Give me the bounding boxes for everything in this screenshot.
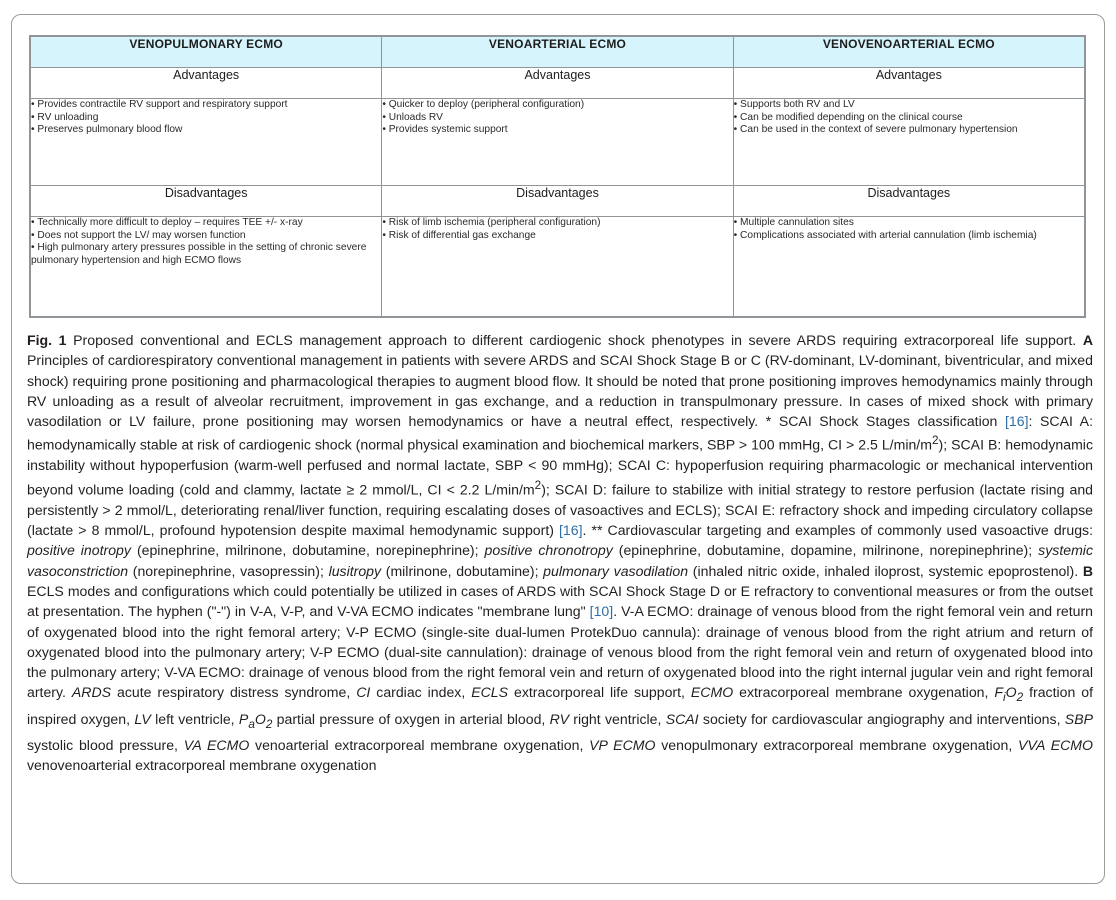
disadvantages-heading-row — [31, 186, 1085, 217]
list-item: • RV unloading — [31, 111, 99, 123]
caption-text: systolic blood pressure, — [27, 736, 184, 753]
caption-text: fraction of inspired oxygen, — [27, 684, 1094, 727]
caption-text: (norepinephrine, vasopressin); — [128, 562, 329, 579]
panel-label-b: B — [1082, 562, 1093, 579]
list-item: • Can be used in the context of severe pulmonary hypertension — [733, 124, 1018, 136]
caption-text: acute respiratory distress syndrome, — [111, 684, 357, 701]
advantages-list-venovenoarterial — [733, 99, 1084, 186]
citation-link[interactable]: [10] — [589, 603, 614, 620]
abbreviation: CI — [356, 684, 371, 701]
caption-text: Principles of cardiorespiratory conventional management in patients with severe ARDS and SCAI Shock Stage B or C (RV-dominant, LV-dominant, biventricular, and mixed shock) requiring prone positioning and pharmacological therapies to augment blood flow. It should be noted that prone positioning improves hemodynamics mainly through RV unloading as a result of alveolar recruitment, improvement in gas exchange, and a reduction in transpulmonary pressure. In cases of mixed shock with primary vasodilation or LV failure, prone positioning may worsen hemodynamics or have a neutral effect, respectively. * SCAI Shock Stages classification — [27, 352, 1093, 430]
disadvantages-list-venoarterial — [382, 217, 733, 317]
abbreviation: VP ECMO — [589, 736, 656, 753]
abbreviation: VVA ECMO — [1018, 736, 1093, 753]
abbreviation: LV — [134, 710, 151, 727]
advantages-row — [31, 99, 1085, 186]
term: positive inotropy — [27, 542, 131, 559]
panel-label-a: A — [1082, 332, 1093, 348]
caption-text: venoarterial extracorporeal membrane oxygenation, — [249, 736, 590, 753]
disadvantages-heading: Disadvantages — [382, 186, 733, 217]
subscript: 2 — [1016, 691, 1024, 705]
caption-text: : SCAI A: hemodynamically stable at risk of cardiogenic shock (normal physical examination and biochemical markers, SBP > 100 mmHg, CI > 2.5 L/min/m — [27, 413, 1093, 454]
term: positive chronotropy — [484, 542, 613, 559]
superscript: 2 — [534, 478, 542, 492]
abbreviation: SCAI — [665, 710, 699, 727]
caption-text: (inhaled nitric oxide, inhaled iloprost, systemic epoprostenol). — [688, 562, 1083, 579]
caption-text: cardiac index, — [370, 684, 472, 701]
caption-text: (epinephrine, milrinone, dobutamine, norepinephrine); — [130, 542, 485, 559]
caption-text: right ventricle, — [568, 710, 666, 727]
disadvantages-heading: Disadvantages — [733, 186, 1084, 217]
symbol: O — [1005, 684, 1017, 701]
column-header-venopulmonary: VENOPULMONARY ECMO — [31, 37, 382, 68]
figure-label: Fig. 1 — [27, 332, 67, 348]
caption-text: extracorporeal membrane oxygenation, — [733, 684, 995, 701]
list-item: • Can be modified depending on the clinical course — [733, 111, 963, 123]
subscript: i — [1002, 691, 1006, 705]
advantages-heading: Advantages — [382, 68, 733, 99]
caption-text: Proposed conventional and ECLS management approach to different cardiogenic shock phenotypes in severe ARDS requiring extracorporeal life support. — [66, 332, 1083, 348]
list-item: • High pulmonary artery pressures possible in the setting of chronic severe pulmonary hypertension and high ECMO flows — [31, 242, 367, 266]
list-item: • Unloads RV — [382, 111, 443, 123]
superscript: 2 — [931, 434, 939, 448]
citation-link[interactable]: [16] — [1004, 413, 1029, 430]
list-item: • Does not support the LV/ may worsen function — [31, 229, 246, 241]
column-header-venoarterial: VENOARTERIAL ECMO — [382, 37, 733, 68]
figure-caption — [27, 330, 1093, 775]
subscript: a — [248, 717, 255, 731]
ecmo-comparison-table — [30, 36, 1085, 317]
abbreviation: ECLS — [471, 684, 509, 701]
caption-text: society for cardiovascular angiography and interventions, — [698, 710, 1065, 727]
caption-text: (milrinone, dobutamine); — [381, 562, 544, 579]
list-item: • Supports both RV and LV — [733, 99, 855, 111]
advantages-list-venopulmonary — [31, 99, 382, 186]
list-item: • Technically more difficult to deploy – requires TEE +/- x-ray — [31, 217, 303, 229]
list-item: • Risk of limb ischemia (peripheral configuration) — [382, 217, 601, 229]
caption-text: ); SCAI D: failure to stabilize with initial strategy to restore perfusion (lactate rising and persistently > 2 mmol/L, deteriorating renal/liver function, requiring escalating doses of vasoactives and ECLS); SCAI E: refractory shock and impeding circulatory collapse (lactate > 8 mmol/L, profound hypotension despite maximal hemodynamic support) — [27, 481, 1094, 539]
abbreviation-pao2 — [238, 710, 273, 731]
list-item: • Provides systemic support — [382, 124, 508, 136]
citation-link[interactable]: [16] — [559, 522, 583, 539]
symbol: F — [994, 684, 1003, 701]
term: systemic vasoconstriction — [27, 542, 1093, 579]
caption-text: venopulmonary extracorporeal membrane oxygenation, — [655, 736, 1019, 753]
disadvantages-list-venovenoarterial — [733, 217, 1084, 317]
caption-text: left ventricle, — [150, 710, 239, 727]
table-header-row — [31, 37, 1085, 68]
list-item: • Risk of differential gas exchange — [382, 229, 536, 241]
caption-text: venovenoarterial extracorporeal membrane oxygenation — [27, 756, 377, 773]
list-item: • Complications associated with arterial cannulation (limb ischemia) — [733, 229, 1037, 241]
advantages-heading: Advantages — [31, 68, 382, 99]
term: pulmonary vasodilation — [543, 562, 689, 579]
list-item: • Provides contractile RV support and respiratory support — [31, 99, 288, 111]
advantages-heading: Advantages — [733, 68, 1084, 99]
caption-text: ); SCAI B: hemodynamic instability without hypoperfusion (warm-well perfused and normal lactate, SBP < 90 mmHg); SCAI C: hypoperfusion requiring pharmacologic or mechanical intervention beyond volume loading (cold and clammy, lactate ≥ 2 mmol/L, CI < 2.2 L/min/m — [27, 437, 1093, 498]
caption-text: . ** Cardiovascular targeting and examples of commonly used vasoactive drugs: — [582, 522, 1093, 539]
ecmo-comparison-figure — [29, 35, 1086, 318]
column-header-venovenoarterial: VENOVENOARTERIAL ECMO — [733, 37, 1084, 68]
list-item: • Quicker to deploy (peripheral configuration) — [382, 99, 585, 111]
abbreviation: SBP — [1064, 710, 1093, 727]
term: lusitropy — [328, 562, 382, 579]
caption-text: extracorporeal life support, — [508, 684, 691, 701]
advantages-list-venoarterial — [382, 99, 733, 186]
symbol: O — [254, 710, 266, 727]
abbreviation: ARDS — [71, 684, 112, 701]
advantages-heading-row — [31, 68, 1085, 99]
caption-text: ECLS modes and configurations which could potentially be utilized in cases of ARDS with SCAI Shock Stage D or E refractory to conventional measures or from the outset at presentation. The hyphen ("-") in V-A, V-P, and V-VA ECMO indicates "membrane lung" — [27, 582, 1093, 620]
disadvantages-heading: Disadvantages — [31, 186, 382, 217]
abbreviation: ECMO — [690, 684, 734, 701]
symbol: P — [238, 710, 249, 727]
subscript: 2 — [265, 717, 273, 731]
list-item: • Preserves pulmonary blood flow — [31, 124, 183, 136]
caption-text: (epinephrine, dobutamine, dopamine, milrinone, norepinephrine); — [612, 542, 1039, 559]
disadvantages-row — [31, 217, 1085, 317]
list-item: • Multiple cannulation sites — [733, 217, 854, 229]
caption-text: partial pressure of oxygen in arterial blood, — [272, 710, 550, 727]
abbreviation: VA ECMO — [183, 736, 250, 753]
abbreviation-fio2 — [994, 684, 1024, 705]
caption-text: . V-A ECMO: drainage of venous blood from the right femoral vein and return of oxygenated blood into the right femoral artery; V-P ECMO (single-site dual-lumen ProtekDuo cannula): drainage of venous blood from the right atrium and return of oxygenated blood into the pulmonary artery; V-P ECMO (dual-site cannulation): drainage of venous blood from the right femoral vein and return of oxygenated blood into the pulmonary artery; V-VA ECMO: drainage of venous blood from the right femoral vein and return of oxygenated blood into the right internal jugular vein and right femoral artery. — [27, 603, 1094, 701]
abbreviation: RV — [549, 710, 569, 727]
disadvantages-list-venopulmonary — [31, 217, 382, 317]
